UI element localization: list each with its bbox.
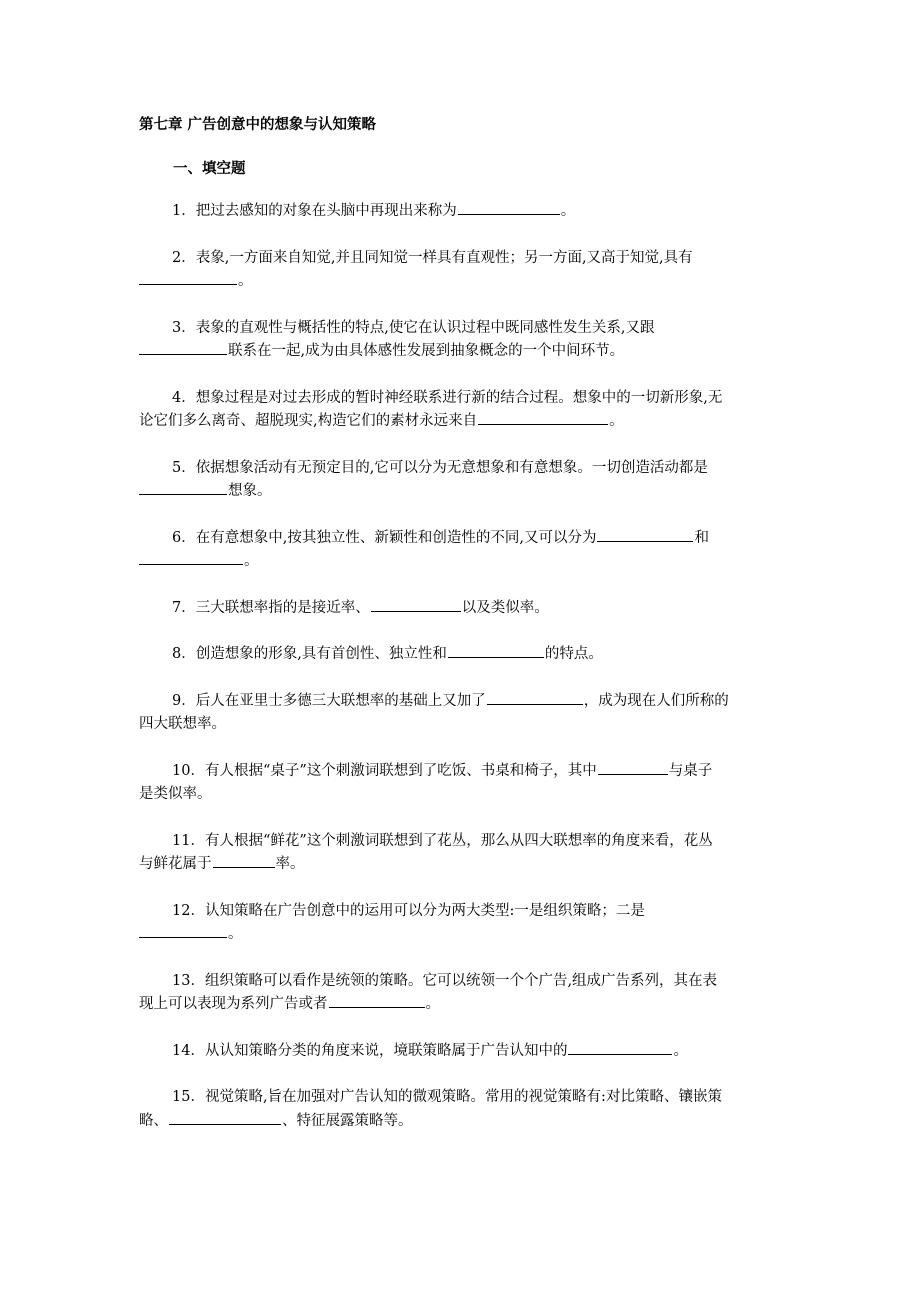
question-4 <box>139 387 784 434</box>
answer-blank[interactable] <box>139 341 227 355</box>
answer-blank[interactable] <box>448 644 544 658</box>
question-text: 视觉策略,旨在加强对广告认知的微观策略。常用的视觉策略有:对比策略、镶嵌策 <box>204 1089 722 1105</box>
answer-blank[interactable] <box>139 551 243 565</box>
answer-blank[interactable] <box>568 1041 672 1055</box>
answer-blank[interactable] <box>213 854 275 868</box>
question-text: 四大联想率。 <box>139 716 226 732</box>
question-number: 12． <box>172 902 205 919</box>
question-text: 三大联想率指的是接近率、 <box>195 599 370 616</box>
question-text: 。 <box>238 273 253 289</box>
question-text: 把过去感知的对象在头脑中再现出来称为 <box>195 203 457 219</box>
question-text: 创造想象的形象,具有首创性、独立性和 <box>195 646 447 662</box>
question-text: 。 <box>673 1042 688 1059</box>
question-number: 13． <box>172 972 205 989</box>
question-text: 与鲜花属于 <box>139 856 212 872</box>
question-text: 有人根据“鲜花”这个刺激词联想到了花丛，那么从四大联想率的角度来看，花丛 <box>204 832 713 849</box>
question-10 <box>139 760 784 807</box>
question-text: 和 <box>694 529 709 546</box>
question-3 <box>139 317 784 364</box>
answer-blank[interactable] <box>169 1111 281 1125</box>
question-number: 4． <box>172 389 196 406</box>
answer-blank[interactable] <box>458 201 560 215</box>
section-title: 一、填空题 <box>173 161 246 177</box>
question-5 <box>139 457 784 504</box>
question-1 <box>139 200 784 224</box>
question-text: 组织策略可以看作是统领的策略。它可以统领一个个广告,组成广告系列，其在表 <box>204 972 718 989</box>
question-number: 6． <box>172 529 196 546</box>
document-page <box>139 115 784 1156</box>
question-text: 。 <box>560 203 576 219</box>
question-text: 联系在一起,成为由具体感性发展到抽象概念的一个中间环节。 <box>228 343 625 359</box>
question-number: 3． <box>172 319 196 336</box>
question-number: 14． <box>172 1042 205 1059</box>
question-text: 。 <box>228 926 243 942</box>
answer-blank[interactable] <box>139 271 237 285</box>
chapter-title: 第七章 广告创意中的想象与认知策略 <box>139 117 377 133</box>
question-text: 的特点。 <box>544 646 603 662</box>
question-number: 5． <box>172 459 196 476</box>
question-text: 略、 <box>139 1112 168 1129</box>
answer-blank[interactable] <box>598 761 668 775</box>
question-text: 依据想象活动有无预定目的,它可以分为无意想象和有意想象。一切创造活动都是 <box>195 459 708 476</box>
question-12 <box>139 900 784 947</box>
answer-blank[interactable] <box>139 924 227 938</box>
question-11 <box>139 830 784 877</box>
question-text: 想象过程是对过去形成的暂时神经联系进行新的结合过程。想象中的一切新形象,无 <box>195 389 723 406</box>
question-number: 9． <box>172 692 196 709</box>
question-text: 是类似率。 <box>139 786 212 802</box>
question-text: 后人在亚里士多德三大联想率的基础上又加了 <box>195 692 486 709</box>
answer-blank[interactable] <box>597 528 693 542</box>
question-text: 。 <box>244 553 259 569</box>
question-number: 15． <box>172 1089 205 1105</box>
answer-blank[interactable] <box>329 994 425 1008</box>
question-number: 11． <box>172 832 205 849</box>
question-text: 、特征展露策略等。 <box>282 1112 413 1129</box>
question-2 <box>139 247 784 294</box>
question-number: 10． <box>172 762 205 779</box>
answer-blank[interactable] <box>478 411 608 425</box>
question-text: ，成为现在人们所称的 <box>583 692 729 709</box>
answer-blank[interactable] <box>371 598 461 612</box>
question-text: 表象的直观性与概括性的特点,使它在认识过程中既同感性发生关系,又跟 <box>195 319 655 336</box>
question-text: 。 <box>425 996 440 1012</box>
question-text: 表象,一方面来自知觉,并且同知觉一样具有直观性；另一方面,又高于知觉,具有 <box>195 249 693 266</box>
question-number: 7． <box>172 599 196 616</box>
question-9 <box>139 690 784 737</box>
question-text: 现上可以表现为系列广告或者 <box>139 996 328 1012</box>
question-text: 论它们多么离奇、超脱现实,构造它们的素材永远来自 <box>139 413 478 429</box>
question-8 <box>139 643 784 667</box>
question-text: 以及类似率。 <box>461 599 549 616</box>
question-number: 8． <box>172 646 196 662</box>
question-text: 想象。 <box>228 483 272 499</box>
question-13 <box>139 970 784 1017</box>
question-number: 1． <box>172 203 196 219</box>
question-text: 有人根据“桌子”这个刺激词联想到了吃饭、书桌和椅子，其中 <box>204 762 597 779</box>
answer-blank[interactable] <box>487 691 583 705</box>
answer-blank[interactable] <box>139 481 227 495</box>
question-text: 与桌子 <box>668 762 713 779</box>
question-text: 从认知策略分类的角度来说，境联策略属于广告认知中的 <box>204 1042 568 1059</box>
question-7 <box>139 597 784 621</box>
question-6 <box>139 527 784 574</box>
question-text: 认知策略在广告创意中的运用可以分为两大类型:一是组织策略；二是 <box>204 902 645 919</box>
question-15 <box>139 1086 784 1133</box>
question-text: 。 <box>609 413 624 429</box>
question-text: 在有意想象中,按其独立性、新颖性和创造性的不同,又可以分为 <box>195 529 597 546</box>
question-text: 率。 <box>275 856 305 872</box>
question-number: 2． <box>172 249 196 266</box>
question-14 <box>139 1040 784 1064</box>
